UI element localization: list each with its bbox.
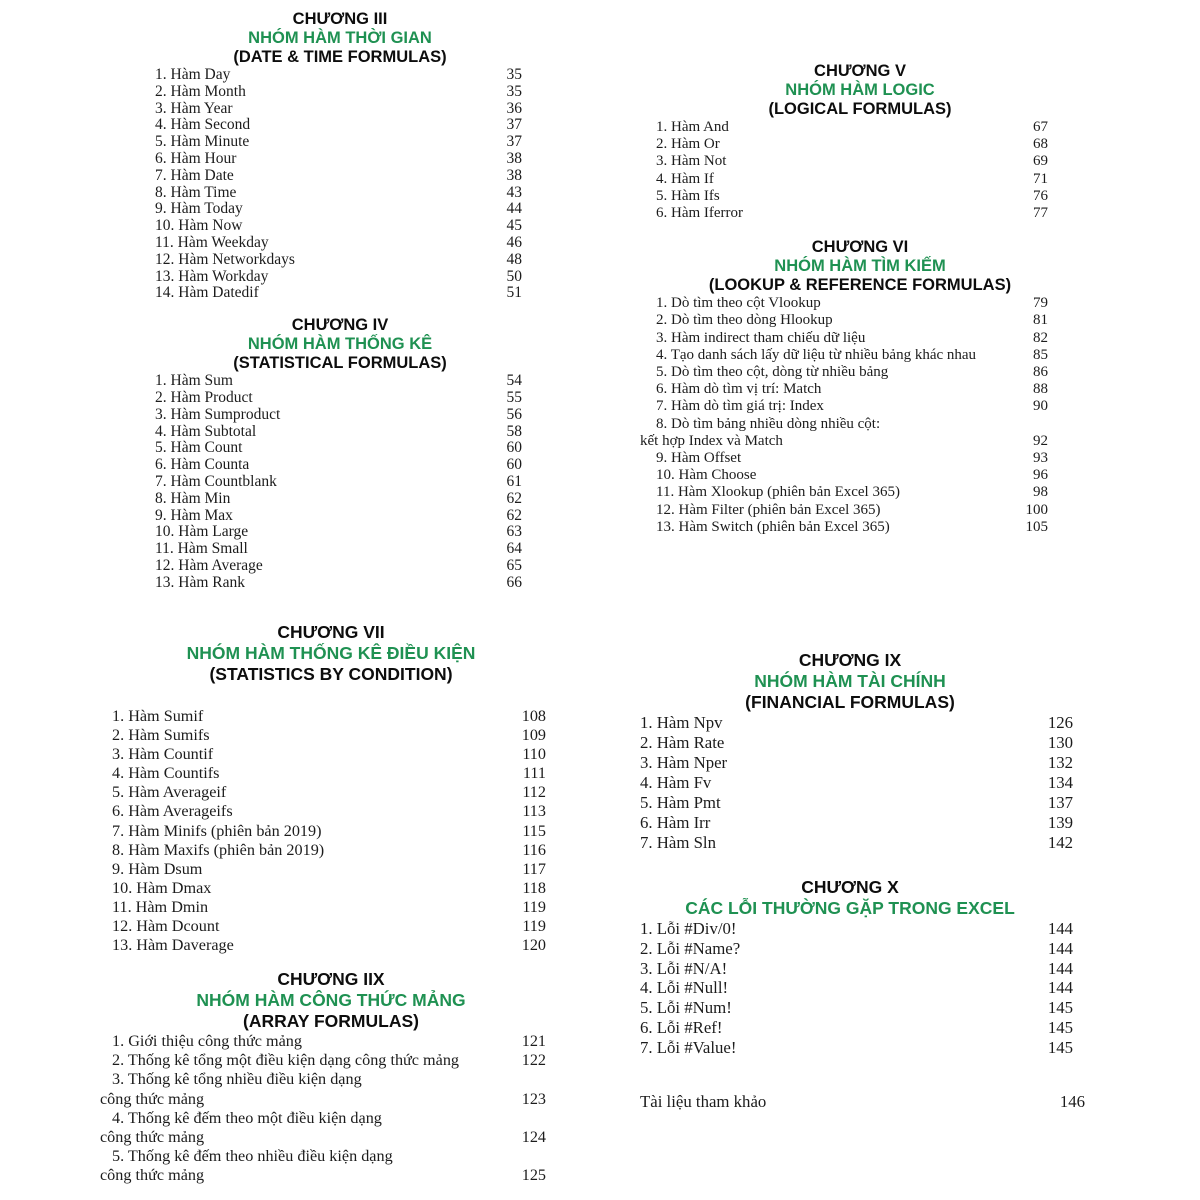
entry-label: 4. Hàm Second <box>155 116 251 134</box>
toc-entry <box>130 373 522 390</box>
toc-entry <box>615 939 1073 959</box>
chapter-ix-title: CHƯƠNG IX <box>798 650 902 670</box>
entry-label: 2. Lỗi #Name? <box>640 938 741 958</box>
entry-page-number: 62 <box>506 489 522 507</box>
entry-page-number: 119 <box>522 897 546 916</box>
entry-label: 3. Hàm Not <box>656 153 727 170</box>
entry-page-number: 66 <box>506 573 522 591</box>
chapter-ix-subtitle-vi: NHÓM HÀM TÀI CHÍNH <box>754 671 946 691</box>
entry-page-number: 117 <box>522 859 546 878</box>
entry-page-number: 56 <box>506 405 522 423</box>
entry-label: 7. Hàm Countblank <box>155 472 277 490</box>
entry-page-number: 60 <box>506 439 522 457</box>
chapter-v-subtitle-en: (LOGICAL FORMULAS) <box>768 100 952 118</box>
chapter-x-section <box>615 877 1085 1058</box>
entry-page-number: 100 <box>1025 501 1048 518</box>
entry-label: 2. Hàm Month <box>155 82 246 100</box>
toc-entry <box>640 502 1048 519</box>
toc-entry <box>130 508 522 525</box>
entry-label: 5. Hàm Ifs <box>656 187 720 204</box>
toc-entry <box>615 773 1073 793</box>
entry-label: 9. Hàm Today <box>155 200 243 218</box>
chapter-iv-subtitle-en: (STATISTICAL FORMULAS) <box>233 354 447 373</box>
toc-entry <box>640 433 1048 450</box>
chapter-v-title: CHƯƠNG V <box>814 62 906 80</box>
entry-label: 7. Hàm dò tìm giá trị: Index <box>656 398 824 415</box>
toc-entry <box>100 936 546 955</box>
toc-entry <box>615 998 1073 1018</box>
entry-page-number: 58 <box>506 422 522 440</box>
entry-page-number: 50 <box>506 267 522 285</box>
toc-entry <box>130 575 522 592</box>
entry-page-number: 126 <box>1047 713 1073 732</box>
entry-page-number: 96 <box>1033 467 1048 484</box>
entry-label: 11. Hàm Small <box>155 540 248 558</box>
toc-entry <box>640 153 1048 170</box>
toc-entry <box>130 151 522 168</box>
chapter-vii-toc-list <box>100 707 562 955</box>
entry-label: 7. Hàm Sln <box>640 833 716 852</box>
chapter-vii-subtitle-en: (STATISTICS BY CONDITION) <box>209 664 453 684</box>
entry-label: 2. Hàm Rate <box>640 733 725 752</box>
entry-page-number: 55 <box>506 388 522 406</box>
toc-entry <box>130 474 522 491</box>
entry-label: 11. Hàm Xlookup (phiên bản Excel 365) <box>656 484 900 501</box>
entry-label: 10. Hàm Large <box>155 523 249 541</box>
entry-label: 12. Hàm Dcount <box>112 917 220 936</box>
entry-page-number: 85 <box>1033 346 1048 363</box>
entry-page-number: 132 <box>1047 753 1073 772</box>
entry-label: 10. Hàm Now <box>155 217 243 235</box>
entry-page-number: 45 <box>506 217 522 235</box>
entry-page-number: 108 <box>521 707 546 725</box>
column-top-right <box>640 62 1080 536</box>
toc-entry <box>130 252 522 269</box>
entry-page-number: 54 <box>506 372 522 390</box>
chapter-iv-title: CHƯƠNG IV <box>291 316 389 335</box>
entry-page-number: 37 <box>506 133 522 151</box>
chapter-v-section <box>640 62 1080 222</box>
toc-entry <box>640 136 1048 153</box>
toc-entry <box>100 898 546 917</box>
entry-page-number: 130 <box>1047 733 1073 752</box>
toc-entry <box>615 1038 1073 1058</box>
toc-entry <box>640 171 1048 188</box>
entry-page-number: 111 <box>522 764 546 783</box>
entry-label: 8. Hàm Time <box>155 183 237 201</box>
chapter-iix-title: CHƯƠNG IIX <box>277 969 385 990</box>
toc-entry <box>640 519 1048 536</box>
entry-label: công thức mảng <box>100 1089 205 1108</box>
toc-entry <box>640 467 1048 484</box>
entry-page-number: 110 <box>522 745 546 764</box>
toc-entry <box>130 541 522 558</box>
chapter-ix-section <box>615 650 1085 853</box>
entry-label: 13. Hàm Daverage <box>112 936 234 955</box>
entry-page-number: 144 <box>1047 919 1073 938</box>
toc-entry <box>640 450 1048 467</box>
toc-entry <box>130 235 522 252</box>
entry-page-number: 65 <box>506 556 522 574</box>
entry-label: 1. Lỗi #Div/0! <box>640 919 737 938</box>
entry-page-number: 115 <box>522 821 546 840</box>
entry-label: kết hợp Index và Match <box>640 432 783 449</box>
toc-entry <box>130 407 522 424</box>
entry-label: 6. Hàm Counta <box>155 456 250 474</box>
entry-page-number: 92 <box>1033 432 1048 449</box>
column-bottom-left <box>100 622 562 1185</box>
entry-label: 1. Dò tìm theo cột Vlookup <box>656 295 821 312</box>
entry-label: 12. Hàm Networkdays <box>155 250 295 268</box>
entry-label: 5. Thống kê đếm theo nhiều điều kiện dạng <box>112 1146 393 1165</box>
entry-label: 5. Dò tìm theo cột, dòng từ nhiều bảng <box>656 364 889 381</box>
entry-page-number: 37 <box>506 116 522 134</box>
toc-entry <box>130 390 522 407</box>
entry-label: 6. Lỗi #Ref! <box>640 1017 723 1037</box>
chapter-iii-section <box>130 10 550 302</box>
toc-entry <box>100 1147 546 1166</box>
toc-entry <box>640 416 1048 433</box>
toc-entry <box>615 713 1073 733</box>
toc-entry <box>615 813 1073 833</box>
toc-entry <box>100 1032 546 1051</box>
entry-label: 3. Hàm Sumproduct <box>155 405 281 423</box>
toc-entry <box>130 269 522 286</box>
toc-entry <box>100 1070 546 1089</box>
toc-entry <box>130 84 522 101</box>
entry-page-number: 76 <box>1033 187 1048 204</box>
chapter-vi-section <box>640 238 1080 536</box>
entry-label: 7. Lỗi #Value! <box>640 1037 737 1057</box>
entry-page-number: 79 <box>1033 295 1048 312</box>
toc-entry <box>130 524 522 541</box>
chapter-iix-subtitle-vi: NHÓM HÀM CÔNG THỨC MẢNG <box>196 990 466 1011</box>
toc-entry <box>100 1128 546 1147</box>
chapter-iix-toc-list <box>100 1032 562 1185</box>
entry-page-number: 51 <box>506 284 522 302</box>
toc-entry <box>640 119 1048 136</box>
toc-entry <box>615 919 1073 939</box>
entry-label: 6. Hàm dò tìm vị trí: Match <box>656 381 822 398</box>
toc-entry <box>130 185 522 202</box>
chapter-vi-subtitle-en: (LOOKUP & REFERENCE FORMULAS) <box>708 276 1012 295</box>
entry-label: 14. Hàm Datedif <box>155 284 259 302</box>
toc-entry <box>640 295 1048 312</box>
entry-label: 1. Giới thiệu công thức mảng <box>112 1032 302 1051</box>
entry-label: 1. Hàm And <box>656 119 729 135</box>
entry-label: 6. Hàm Hour <box>155 149 237 167</box>
chapter-vii-section <box>100 622 562 955</box>
entry-label: 4. Tạo danh sách lấy dữ liệu từ nhiều bảng khác nhau <box>656 346 977 363</box>
entry-label: 5. Hàm Averageif <box>112 783 227 802</box>
entry-label: 6. Hàm Irr <box>640 813 711 832</box>
entry-label: 8. Dò tìm bảng nhiều dòng nhiều cột: <box>656 415 881 432</box>
chapter-v-subtitle-vi: NHÓM HÀM LOGIC <box>785 81 935 99</box>
chapter-vi-title: CHƯƠNG VI <box>811 238 909 257</box>
toc-entry <box>640 188 1048 205</box>
toc-entry <box>100 707 546 726</box>
entry-label: 7. Hàm Minifs (phiên bản 2019) <box>112 821 322 840</box>
chapter-x-toc-list <box>615 919 1085 1058</box>
entry-label: 4. Hàm If <box>656 170 714 187</box>
entry-page-number: 125 <box>521 1165 546 1184</box>
entry-label: 10. Hàm Choose <box>656 467 757 484</box>
entry-page-number: 35 <box>506 66 522 83</box>
entry-label: 1. Hàm Sum <box>155 372 233 390</box>
toc-entry <box>130 218 522 235</box>
entry-label: 6. Hàm Averageifs <box>112 802 233 821</box>
toc-entry <box>640 364 1048 381</box>
toc-entry <box>640 381 1048 398</box>
toc-entry <box>100 764 546 783</box>
toc-entry <box>130 558 522 575</box>
entry-page-number: 38 <box>506 149 522 167</box>
entry-label: 13. Hàm Rank <box>155 573 245 591</box>
toc-entry <box>615 733 1073 753</box>
entry-label: 11. Hàm Dmin <box>112 897 209 916</box>
entry-page-number: 90 <box>1033 398 1048 415</box>
chapter-iix-section <box>100 969 562 1185</box>
entry-page-number: 35 <box>506 82 522 100</box>
entry-page-number: 98 <box>1033 484 1048 501</box>
entry-page-number: 109 <box>521 726 546 745</box>
toc-entry <box>130 457 522 474</box>
entry-page-number: 134 <box>1047 773 1073 792</box>
entry-label: 9. Hàm Offset <box>656 450 742 467</box>
entry-page-number: 67 <box>1033 119 1048 135</box>
entry-page-number: 48 <box>506 250 522 268</box>
entry-label: 4. Thống kê đếm theo một điều kiện dạng <box>112 1108 382 1127</box>
chapter-ix-subtitle-en: (FINANCIAL FORMULAS) <box>745 692 955 712</box>
toc-entry <box>615 833 1073 853</box>
entry-label: 5. Hàm Minute <box>155 133 250 151</box>
entry-label: 2. Thống kê tổng một điều kiện dạng công thức mảng <box>112 1051 460 1070</box>
entry-label: 4. Hàm Fv <box>640 773 712 792</box>
toc-entry <box>100 841 546 860</box>
entry-label: 9. Hàm Max <box>155 506 233 524</box>
toc-entry <box>130 201 522 218</box>
entry-label: 1. Hàm Day <box>155 66 231 83</box>
entry-label: 9. Hàm Dsum <box>112 859 203 878</box>
entry-page-number: 68 <box>1033 136 1048 153</box>
entry-page-number: 62 <box>506 506 522 524</box>
references-page-number: 146 <box>1059 1091 1085 1111</box>
entry-label: 12. Hàm Filter (phiên bản Excel 365) <box>656 501 881 518</box>
column-top-left <box>130 10 550 592</box>
entry-page-number: 124 <box>521 1127 546 1146</box>
toc-entry <box>640 347 1048 364</box>
entry-label: 6. Hàm Iferror <box>656 205 744 222</box>
toc-entry <box>640 330 1048 347</box>
entry-page-number: 44 <box>506 200 522 218</box>
toc-entry <box>130 491 522 508</box>
entry-page-number: 120 <box>521 936 546 955</box>
toc-entry <box>130 101 522 118</box>
chapter-x-title: CHƯƠNG X <box>801 877 899 897</box>
entry-page-number: 122 <box>521 1051 546 1070</box>
chapter-vii-subtitle-vi: NHÓM HÀM THỐNG KÊ ĐIỀU KIỆN <box>186 643 476 663</box>
entry-label: 4. Lỗi #Null! <box>640 978 729 998</box>
chapter-iv-subtitle-vi: NHÓM HÀM THỐNG KÊ <box>247 335 433 354</box>
entry-page-number: 38 <box>506 166 522 184</box>
chapter-iii-subtitle-vi: NHÓM HÀM THỜI GIAN <box>248 29 432 47</box>
toc-entry <box>100 1090 546 1109</box>
entry-page-number: 69 <box>1033 153 1048 170</box>
entry-label: 8. Hàm Min <box>155 489 231 507</box>
entry-label: 4. Hàm Countifs <box>112 764 220 783</box>
entry-page-number: 86 <box>1033 364 1048 381</box>
toc-entry <box>640 312 1048 329</box>
entry-page-number: 43 <box>506 183 522 201</box>
toc-entry <box>100 1166 546 1185</box>
entry-label: 4. Hàm Subtotal <box>155 422 257 440</box>
references-entry <box>615 1092 1085 1112</box>
references-label: Tài liệu tham khảo <box>640 1091 767 1111</box>
entry-label: 1. Hàm Npv <box>640 713 723 732</box>
entry-page-number: 123 <box>521 1089 546 1108</box>
toc-entry <box>615 753 1073 773</box>
chapter-vii-title: CHƯƠNG VII <box>277 622 385 642</box>
toc-entry <box>130 168 522 185</box>
toc-entry <box>100 745 546 764</box>
toc-entry <box>640 484 1048 501</box>
entry-page-number: 36 <box>506 99 522 117</box>
toc-entry <box>615 959 1073 979</box>
entry-page-number: 144 <box>1047 958 1073 978</box>
entry-label: 8. Hàm Maxifs (phiên bản 2019) <box>112 840 325 859</box>
column-bottom-right <box>615 650 1085 1112</box>
entry-page-number: 144 <box>1047 938 1073 958</box>
toc-entry <box>615 793 1073 813</box>
entry-page-number: 145 <box>1047 1017 1073 1037</box>
toc-entry <box>100 860 546 879</box>
entry-page-number: 113 <box>522 802 546 821</box>
toc-entry <box>130 117 522 134</box>
toc-entry <box>100 802 546 821</box>
entry-label: 2. Dò tìm theo dòng Hlookup <box>656 312 833 329</box>
toc-entry <box>615 978 1073 998</box>
entry-label: công thức mảng <box>100 1165 205 1184</box>
entry-page-number: 112 <box>522 783 546 802</box>
entry-page-number: 144 <box>1047 978 1073 998</box>
entry-page-number: 82 <box>1033 329 1048 346</box>
entry-label: 7. Hàm Date <box>155 166 234 184</box>
entry-label: 10. Hàm Dmax <box>112 878 212 897</box>
entry-label: 5. Hàm Count <box>155 439 243 457</box>
chapter-vi-subtitle-vi: NHÓM HÀM TÌM KIẾM <box>774 257 946 276</box>
entry-page-number: 71 <box>1033 170 1048 187</box>
entry-page-number: 63 <box>506 523 522 541</box>
chapter-iv-section <box>130 316 550 591</box>
entry-page-number: 64 <box>506 540 522 558</box>
toc-entry <box>130 134 522 151</box>
entry-label: 3. Thống kê tổng nhiều điều kiện dạng <box>112 1070 362 1089</box>
entry-label: 2. Hàm Sumifs <box>112 726 210 745</box>
toc-entry <box>100 1109 546 1128</box>
entry-label: 5. Lỗi #Num! <box>640 998 732 1018</box>
entry-label: 2. Hàm Product <box>155 388 253 406</box>
toc-entry <box>130 424 522 441</box>
chapter-iii-subtitle-en: (DATE & TIME FORMULAS) <box>233 48 447 66</box>
entry-label: 1. Hàm Sumif <box>112 707 204 725</box>
toc-entry <box>100 822 546 841</box>
entry-page-number: 116 <box>522 840 546 859</box>
entry-label: 12. Hàm Average <box>155 556 263 574</box>
toc-entry <box>615 1018 1073 1038</box>
chapter-iii-title: CHƯƠNG III <box>292 10 388 28</box>
entry-label: 13. Hàm Switch (phiên bản Excel 365) <box>656 518 890 535</box>
entry-page-number: 88 <box>1033 381 1048 398</box>
entry-label: 11. Hàm Weekday <box>155 233 269 251</box>
chapter-v-toc-list <box>640 119 1080 222</box>
entry-page-number: 137 <box>1047 793 1073 812</box>
entry-label: 13. Hàm Workday <box>155 267 269 285</box>
entry-label: công thức mảng <box>100 1127 205 1146</box>
entry-label: 2. Hàm Or <box>656 136 720 153</box>
chapter-x-subtitle-vi: CÁC LỖI THƯỜNG GẶP TRONG EXCEL <box>685 898 1015 918</box>
chapter-iv-toc-list <box>130 373 550 591</box>
entry-page-number: 81 <box>1033 312 1048 329</box>
entry-page-number: 145 <box>1047 1037 1073 1057</box>
entry-label: 3. Hàm Nper <box>640 753 728 772</box>
toc-entry <box>100 917 546 936</box>
toc-entry <box>100 879 546 898</box>
chapter-vi-toc-list <box>640 295 1080 536</box>
chapter-iix-subtitle-en: (ARRAY FORMULAS) <box>243 1011 419 1032</box>
entry-page-number: 60 <box>506 456 522 474</box>
toc-entry <box>130 67 522 84</box>
entry-page-number: 142 <box>1047 833 1073 852</box>
entry-label: 5. Hàm Pmt <box>640 793 721 812</box>
entry-page-number: 121 <box>521 1032 546 1051</box>
toc-entry <box>100 783 546 802</box>
toc-entry <box>130 285 522 302</box>
chapter-iii-toc-list <box>130 67 550 302</box>
entry-page-number: 105 <box>1025 518 1048 535</box>
toc-entry <box>100 726 546 745</box>
entry-label: 3. Hàm Countif <box>112 745 214 764</box>
toc-entry <box>130 440 522 457</box>
entry-label: 3. Lỗi #N/A! <box>640 958 728 978</box>
entry-page-number: 61 <box>506 472 522 490</box>
toc-entry <box>640 205 1048 222</box>
entry-page-number: 77 <box>1033 205 1048 222</box>
toc-entry <box>640 398 1048 415</box>
entry-page-number: 93 <box>1033 450 1048 467</box>
entry-page-number: 119 <box>522 917 546 936</box>
entry-page-number: 139 <box>1047 813 1073 832</box>
entry-label: 3. Hàm Year <box>155 99 233 117</box>
entry-page-number: 46 <box>506 233 522 251</box>
entry-page-number: 145 <box>1047 998 1073 1018</box>
toc-entry <box>100 1051 546 1070</box>
entry-page-number: 118 <box>522 878 546 897</box>
entry-label: 3. Hàm indirect tham chiếu dữ liệu <box>656 329 866 346</box>
chapter-ix-toc-list <box>615 713 1085 853</box>
